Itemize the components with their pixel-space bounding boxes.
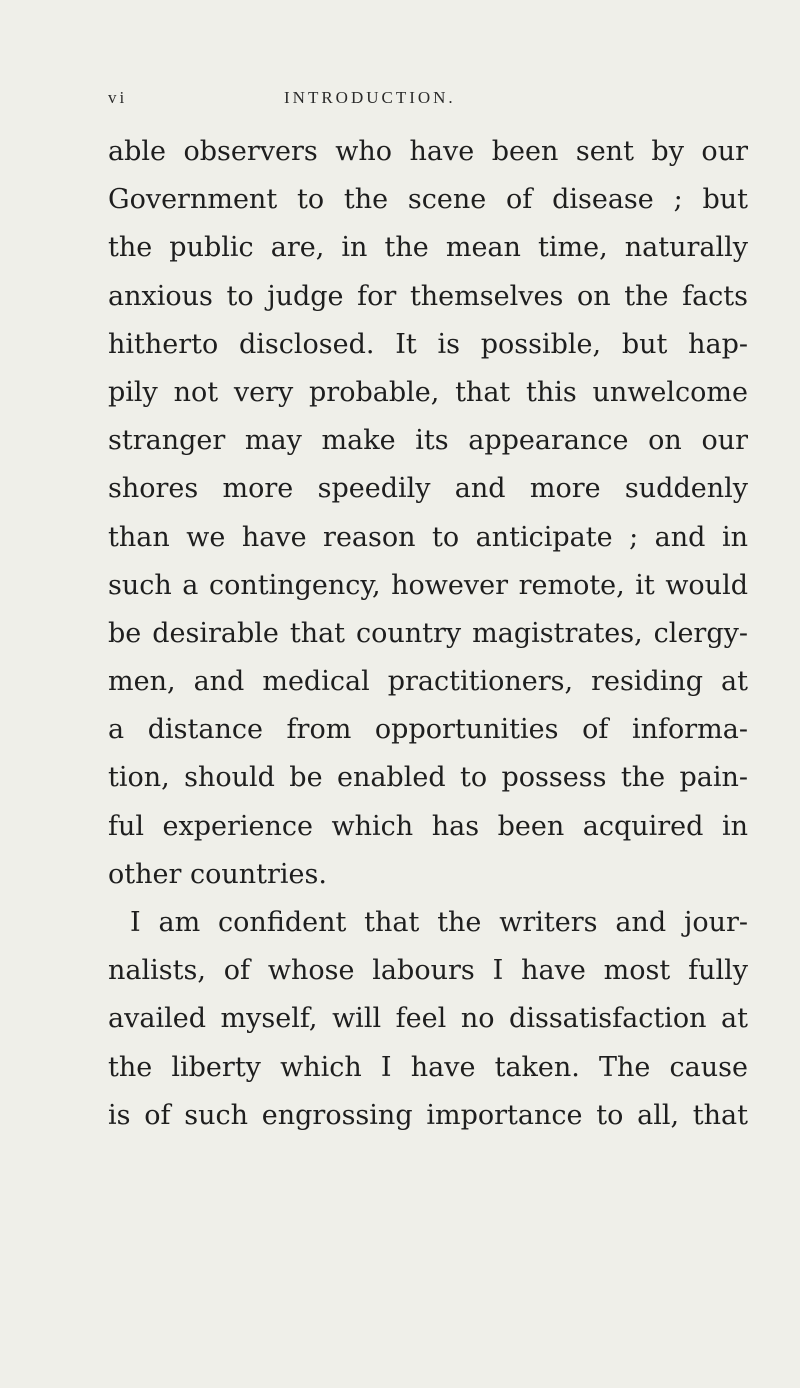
text-line: tion, should be enabled to possess the pain- xyxy=(108,762,748,794)
text-line: ful experience which has been acquired in xyxy=(108,810,748,842)
text-line: be desirable that country magistrates, clergy- xyxy=(108,617,748,649)
page-number: vi xyxy=(108,88,128,107)
text-line: men, and medical practitioners, residing at xyxy=(108,666,748,698)
text-line: shores more speedily and more suddenly xyxy=(108,473,748,505)
text-line: nalists, of whose labours I have most fully xyxy=(108,955,748,987)
text-line: is of such engrossing importance to all, that xyxy=(108,1099,748,1131)
body-text xyxy=(108,128,748,1140)
text-line: Government to the scene of disease ; but xyxy=(108,184,748,216)
paragraph-start-line: I am confident that the writers and jour- xyxy=(130,907,748,938)
text-line: than we have reason to anticipate ; and in xyxy=(108,521,748,553)
running-head-title: INTRODUCTION. xyxy=(284,88,456,107)
text-line: stranger may make its appearance on our xyxy=(108,425,748,457)
text-line: anxious to judge for themselves on the facts xyxy=(108,280,748,312)
text-line: the public are, in the mean time, naturally xyxy=(108,232,748,264)
text-line: able observers who have been sent by our xyxy=(108,136,748,167)
text-line: pily not very probable, that this unwelcome xyxy=(108,376,748,408)
running-head xyxy=(0,88,800,112)
text-line: availed myself, will feel no dissatisfaction at xyxy=(108,1003,748,1035)
paragraph-end-line: other countries. xyxy=(108,858,327,890)
text-line: such a contingency, however remote, it would xyxy=(108,569,748,601)
text-line: the liberty which I have taken. The cause xyxy=(108,1051,748,1083)
text-line: hitherto disclosed. It is possible, but hap- xyxy=(108,328,748,360)
text-line: a distance from opportunities of informa- xyxy=(108,714,748,746)
